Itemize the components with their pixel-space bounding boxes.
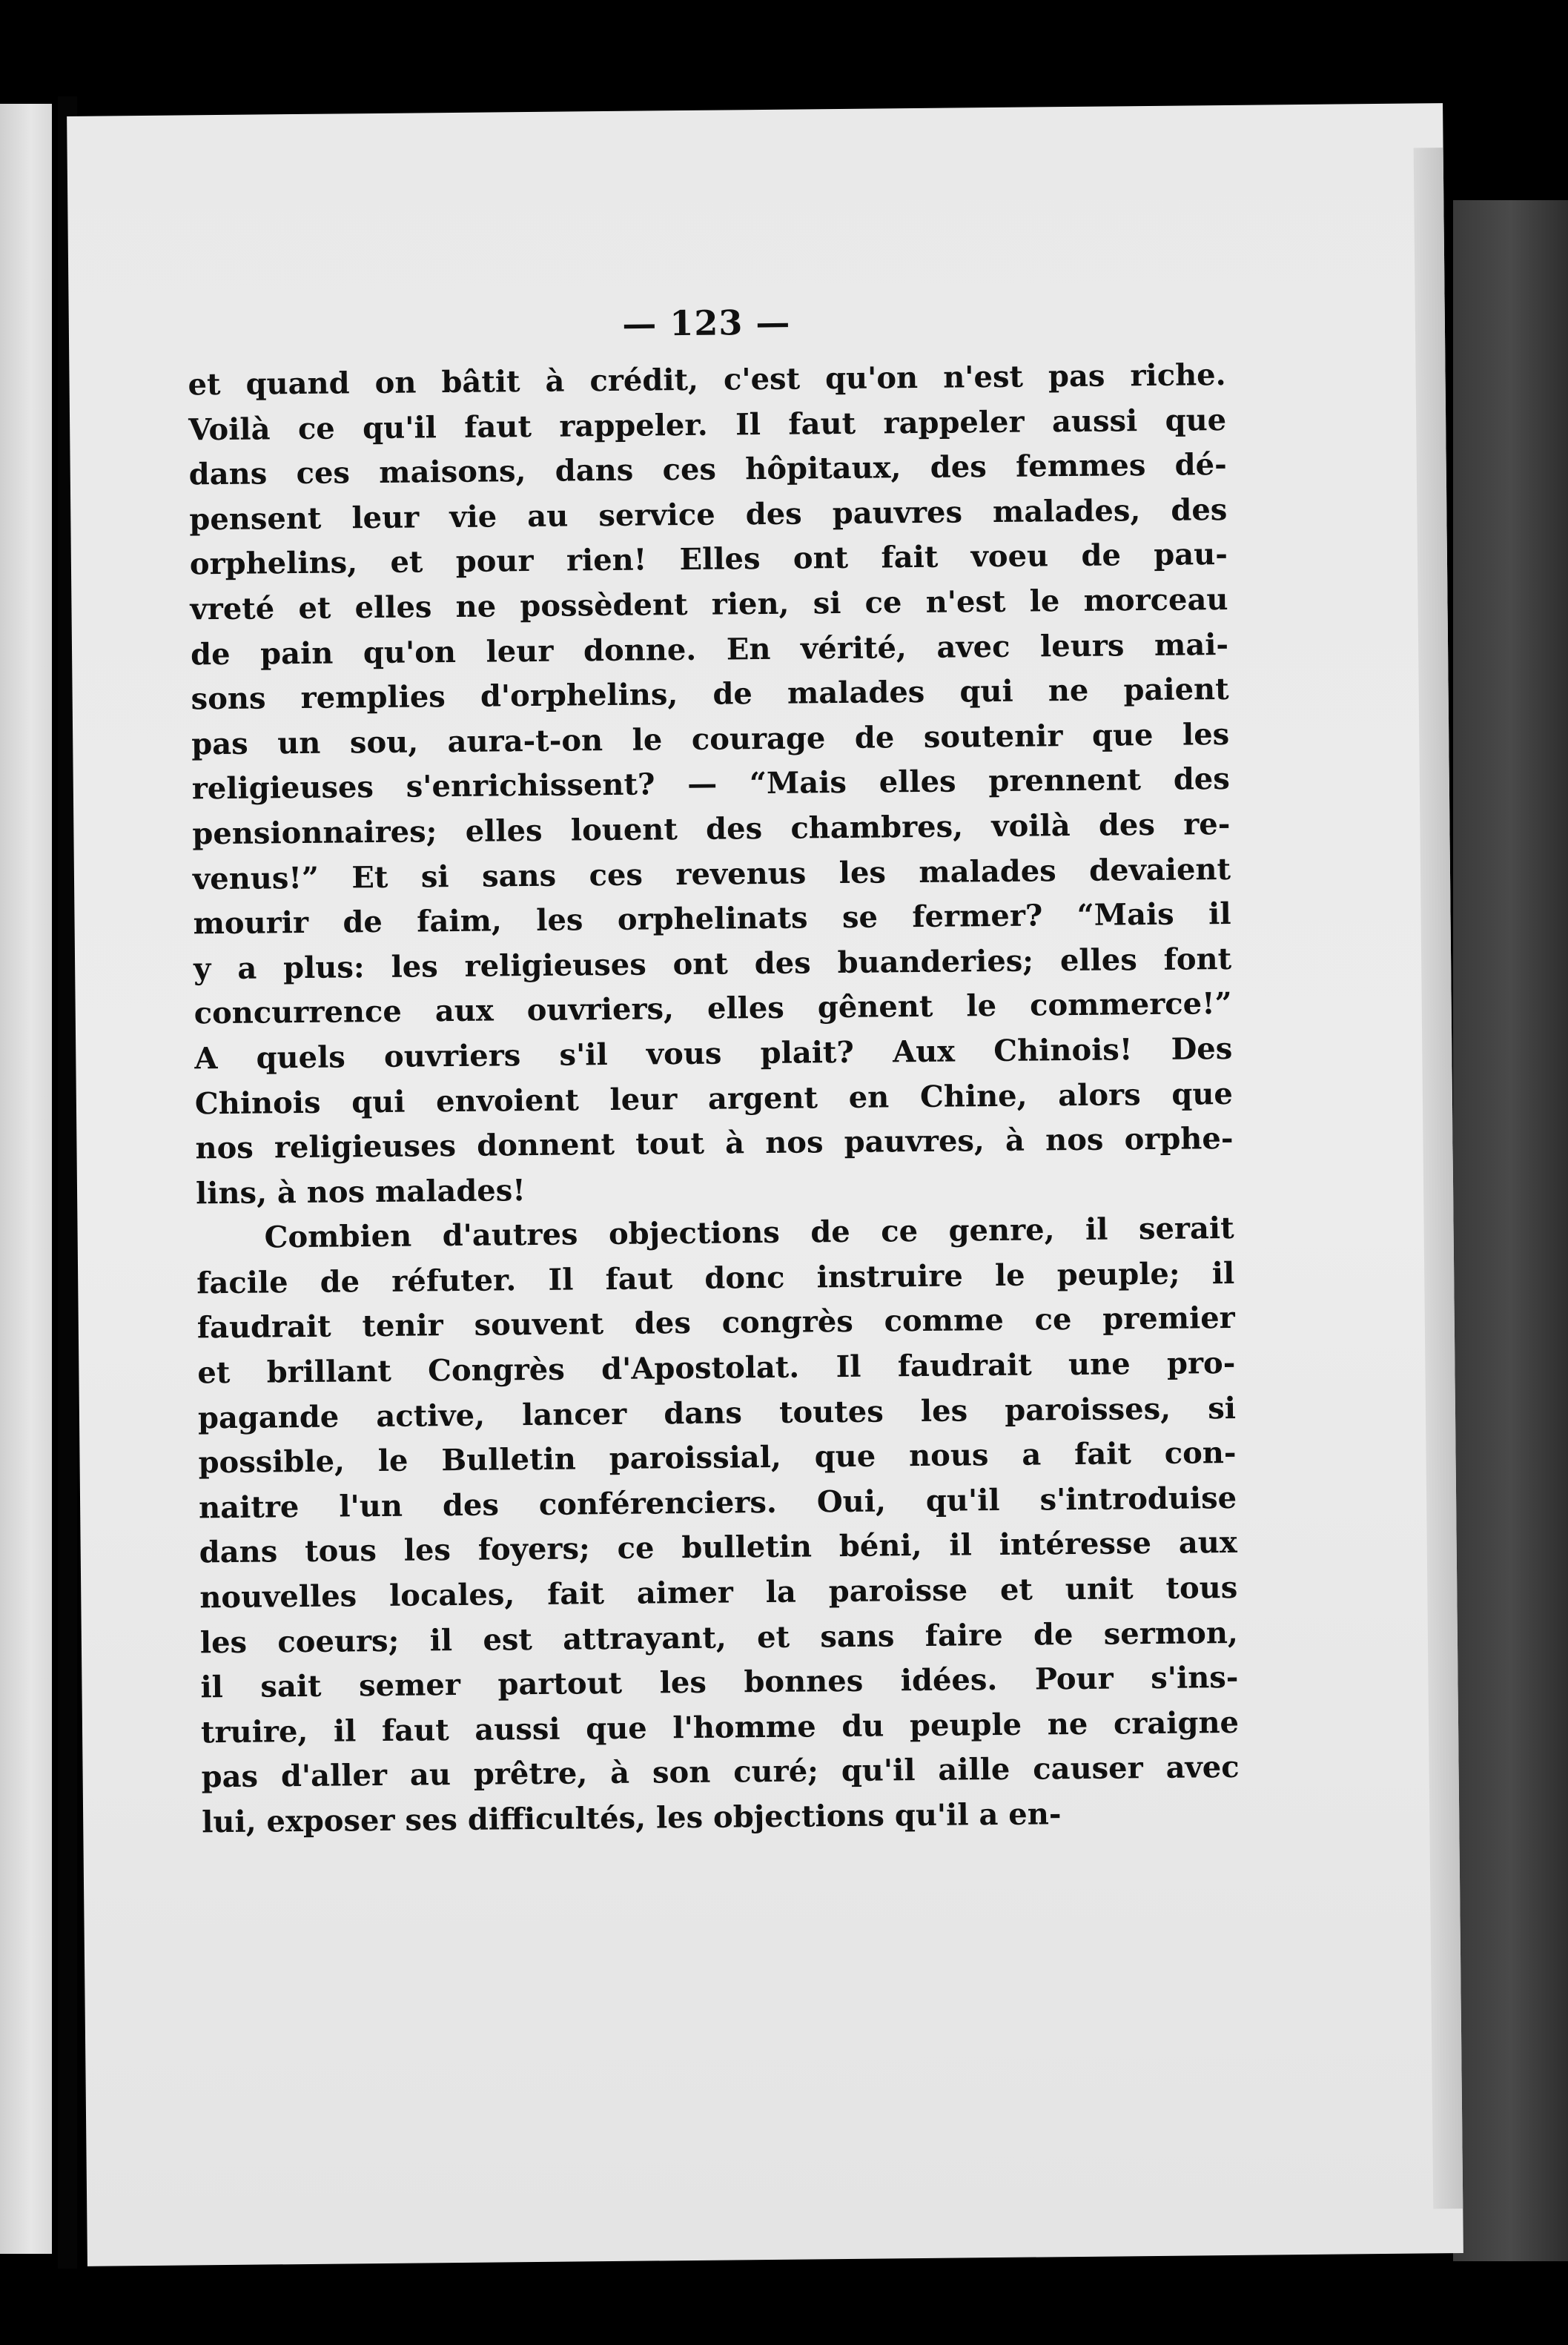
text-line: concurrence aux ouvriers, elles gênent le commerce!” <box>193 986 1232 1031</box>
text-line: mourir de faim, les orphelinats se fermer? “Mais il <box>193 896 1231 942</box>
text-line: y a plus: les religieuses ont des buanderies; elles font <box>193 941 1232 987</box>
backing-board <box>1453 200 1568 2261</box>
paragraph <box>196 1206 1240 1845</box>
text-line: possible, le Bulletin paroissial, que nous a fait con- <box>198 1435 1237 1481</box>
text-line: A quels ouvriers s'il vous plait? Aux Chinois! Des <box>194 1031 1233 1076</box>
text-line: de pain qu'on leur donne. En vérité, avec leurs mai- <box>190 626 1229 672</box>
text-line: venus!” Et si sans ces revenus les malades devaient <box>192 851 1231 896</box>
text-line: pas un sou, aura-t-on le courage de soutenir que les <box>191 716 1230 762</box>
text-line: Voilà ce qu'il faut rappeler. Il faut rappeler aussi que <box>188 402 1227 448</box>
text-line: pensent leur vie au service des pauvres malades, des <box>189 492 1228 538</box>
text-line: facile de réfuter. Il faut donc instruire le peuple; il <box>196 1255 1235 1301</box>
text-line: dans tous les foyers; ce bulletin béni, il intéresse aux <box>199 1525 1237 1570</box>
text-line: et brillant Congrès d'Apostolat. Il faudrait une pro- <box>197 1345 1236 1391</box>
text-line: lins, à nos malades! <box>195 1172 526 1211</box>
text-line: et quand on bâtit à crédit, c'est qu'on n'est pas riche. <box>188 357 1226 403</box>
text-line: naitre l'un des conférenciers. Oui, qu'il s'introduise <box>198 1480 1237 1526</box>
text-line: pas d'aller au prêtre, à son curé; qu'il aille causer avec <box>201 1750 1240 1795</box>
text-line: Combien d'autres objections de ce genre, il serait <box>264 1211 1234 1255</box>
text-line: dans ces maisons, dans ces hôpitaux, des femmes dé- <box>188 447 1227 492</box>
text-line: les coeurs; il est attrayant, et sans faire de sermon, <box>199 1615 1239 1660</box>
text-line: truire, il faut aussi que l'homme du peuple ne craigne <box>200 1704 1240 1750</box>
page-content <box>188 298 1240 1845</box>
text-line: orphelins, et pour rien! Elles ont fait voeu de pau- <box>189 537 1228 582</box>
page-number: — 123 — <box>622 302 791 344</box>
text-line: faudrait tenir souvent des congrès comme ce premier <box>196 1300 1235 1346</box>
paragraph <box>188 353 1234 1217</box>
text-line: nos religieuses donnent tout à nos pauvres, à nos orphe- <box>195 1121 1234 1166</box>
text-line: Chinois qui envoient leur argent en Chine, alors que <box>194 1076 1234 1121</box>
body-text <box>188 353 1240 1845</box>
book-page <box>67 103 1463 2266</box>
text-line: sons remplies d'orphelins, de malades qui ne paient <box>191 672 1229 717</box>
text-line: pensionnaires; elles louent des chambres, voilà des re- <box>192 806 1231 852</box>
text-line: religieuses s'enrichissent? — “Mais elles prennent des <box>191 761 1231 807</box>
text-line: vreté et elles ne possèdent rien, si ce n'est le morceau <box>190 581 1228 627</box>
facing-page-edge <box>0 104 52 2254</box>
text-line: nouvelles locales, fait aimer la paroisse et unit tous <box>199 1570 1238 1615</box>
text-line: pagande active, lancer dans toutes les paroisses, si <box>197 1390 1237 1436</box>
text-line: il sait semer partout les bonnes idées. Pour s'ins- <box>200 1660 1239 1705</box>
text-line: lui, exposer ses difficultés, les objections qu'il a en- <box>201 1796 1062 1840</box>
